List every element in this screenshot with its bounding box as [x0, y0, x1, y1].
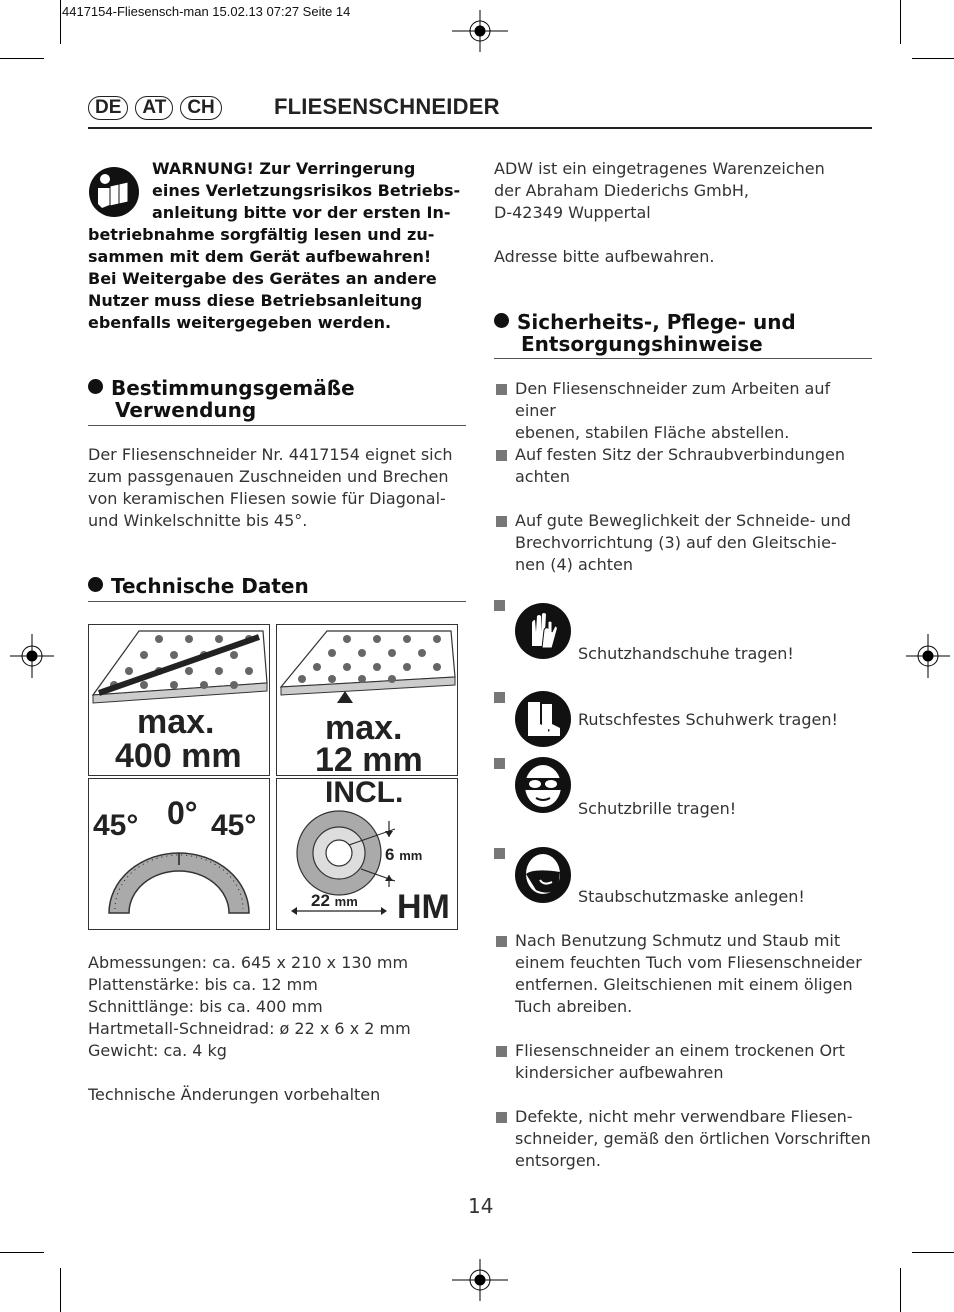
bullet-square — [496, 516, 507, 527]
registration-mark-bottom — [452, 1259, 508, 1301]
bullet-square — [496, 450, 507, 461]
warning-line: WARNUNG! Zur Verringerung — [152, 159, 416, 178]
safety-item: Defekte, nicht mehr verwendbare Fliesen- schneider, gemäß den örtlichen Vorschriften entsorgen. — [494, 1106, 874, 1172]
safety-heading: Sicherheits-, Pflege- und Entsorgungshinweise — [494, 311, 796, 355]
boots-icon — [514, 690, 572, 748]
ppe-text-goggles: Schutzbrille tragen! — [578, 799, 737, 818]
safety-item: Auf gute Beweglichkeit der Schneide- und Brechvorrichtung (3) auf den Gleitschie- nen (4) achten — [494, 510, 874, 576]
registration-mark-right — [906, 634, 950, 678]
warning-line: Bei Weitergabe des Gerätes an andere — [88, 269, 437, 288]
ppe-text-mask: Staubschutzmaske anlegen! — [578, 887, 805, 906]
bullet-dot — [494, 313, 509, 328]
read-manual-icon — [88, 164, 140, 220]
spec-line: Abmessungen: ca. 645 x 210 x 130 mm — [88, 953, 409, 972]
bullet-dot — [88, 577, 103, 592]
ppe-text-boots: Rutschfestes Schuhwerk tragen! — [578, 710, 838, 729]
warning-line: eines Verletzungsrisikos Betriebs- — [152, 181, 461, 200]
header-rule — [88, 127, 872, 129]
warning-line: betriebnahme sorgfältig lesen und zu- — [88, 225, 435, 244]
lang-badge: CH — [180, 96, 221, 120]
fig-angle-center: 0° — [167, 795, 198, 831]
usage-text: Der Fliesenschneider Nr. 4417154 eignet sich zum passgenauen Zuschneiden und Brechen von keramischen Fliesen sowie für Diagonal- und Winkelschnitte bis 45°. — [88, 445, 453, 530]
spec-line: Hartmetall-Schneidrad: ø 22 x 6 x 2 mm — [88, 1019, 411, 1038]
warning-line: anleitung bitte vor der ersten In- — [152, 203, 451, 222]
lang-badge: AT — [135, 96, 173, 120]
fig-cut-length — [88, 624, 270, 776]
safety-item: Fliesenschneider an einem trockenen Ort kindersicher aufbewahren — [494, 1040, 874, 1084]
spec-note: Technische Änderungen vorbehalten — [88, 1085, 381, 1104]
fig-cutting-wheel — [276, 778, 458, 930]
registration-mark-left — [10, 634, 54, 678]
tech-heading: Technische Daten — [88, 575, 309, 597]
tile-grid-icon — [277, 625, 457, 705]
spec-line: Gewicht: ca. 4 kg — [88, 1041, 227, 1060]
tile-grid-icon — [89, 625, 269, 705]
bullet-square — [496, 1046, 507, 1057]
language-badges — [88, 96, 222, 120]
bullet-square — [496, 936, 507, 947]
spec-line: Schnittlänge: bis ca. 400 mm — [88, 997, 323, 1016]
print-slug: 4417154-Fliesensch-man 15.02.13 07:27 Seite 14 — [62, 4, 351, 19]
spec-line: Plattenstärke: bis ca. 12 mm — [88, 975, 318, 994]
usage-heading: Bestimmungsgemäße Verwendung — [88, 377, 355, 421]
keep-address-note: Adresse bitte aufbewahren. — [494, 247, 715, 266]
page-number: 14 — [468, 1194, 494, 1218]
fig-max-label: max. — [325, 709, 403, 747]
warning-line: ebenfalls weitergegeben werden. — [88, 313, 392, 332]
gloves-icon — [514, 602, 572, 660]
document-title: FLIESENSCHNEIDER — [274, 94, 500, 119]
section-rule — [494, 358, 872, 359]
fig-wheel-diameter: 22 mm — [311, 891, 358, 910]
goggles-icon — [514, 756, 572, 814]
lang-badge: DE — [88, 96, 128, 120]
section-rule — [88, 425, 466, 426]
trademark-text: ADW ist ein eingetragenes Warenzeichen der Abraham Diederichs GmbH, D-42349 Wuppertal — [494, 159, 825, 222]
fig-incl-label: INCL. — [325, 778, 404, 809]
fig-angle-right: 45° — [211, 809, 257, 842]
warning-line: sammen mit dem Gerät aufbewahren! — [88, 247, 432, 266]
bullet-square — [494, 848, 505, 859]
bullet-square — [494, 600, 505, 611]
warning-line: Nutzer muss diese Betriebsanleitung — [88, 291, 423, 310]
spec-list — [88, 952, 468, 1062]
bullet-square — [496, 384, 507, 395]
fig-angle — [88, 778, 270, 930]
bullet-dot — [88, 379, 103, 394]
fig-thickness-value: 12 mm — [315, 741, 423, 776]
protractor-icon — [89, 839, 269, 929]
safety-item: Auf festen Sitz der Schraubverbindungen achten — [494, 444, 874, 488]
safety-item: Den Fliesenschneider zum Arbeiten auf einer ebenen, stabilen Fläche abstellen. — [494, 378, 874, 444]
section-rule — [88, 601, 466, 602]
bullet-square — [494, 758, 505, 769]
bullet-square — [496, 1112, 507, 1123]
fig-max-label: max. — [137, 703, 215, 741]
registration-mark-top — [452, 10, 508, 52]
fig-angle-left: 45° — [93, 809, 139, 842]
warning-lines-top — [152, 158, 472, 224]
safety-item: Nach Benutzung Schmutz und Staub mit einem feuchten Tuch vom Fliesenschneider entfernen. Gleitschienen mit einem öligen Tuch abreiben. — [494, 930, 874, 1018]
fig-tile-thickness — [276, 624, 458, 776]
mask-icon — [514, 846, 572, 904]
fig-wheel-thickness: 6 mm — [385, 845, 423, 864]
fig-hm-label: HM — [397, 888, 450, 926]
fig-length-value: 400 mm — [115, 737, 242, 775]
bullet-square — [494, 692, 505, 703]
ppe-text-gloves: Schutzhandschuhe tragen! — [578, 644, 794, 663]
warning-lines-bottom — [88, 224, 468, 334]
